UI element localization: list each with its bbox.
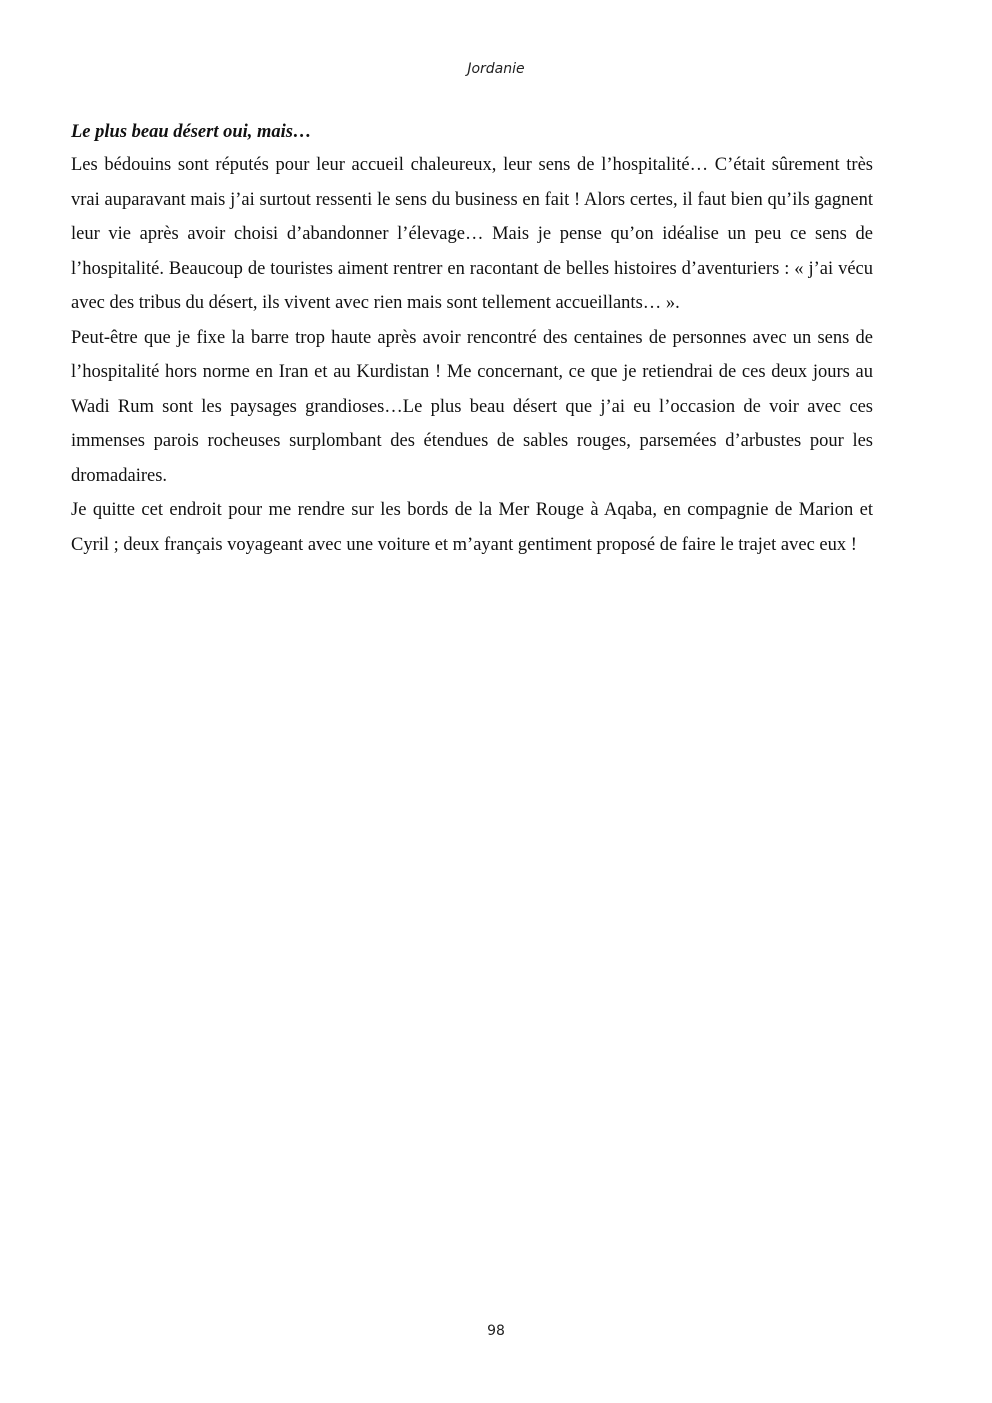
section-title: Le plus beau désert oui, mais… [71,122,312,142]
paragraph-3: Je quitte cet endroit pour me rendre sur les bords de la Mer Rouge à Aqaba, en compagnie de Marion et Cyril ; deux français voyageant avec une voiture et m’ayant gentiment proposé de faire le trajet avec eux ! [71,500,873,555]
paragraph-1: Les bédouins sont réputés pour leur accueil chaleureux, leur sens de l’hospitalité… C’était sûrement très vrai auparavant mais j’ai surtout ressenti le sens du business en fait ! Alors certes, il faut bien qu’ils gagnent leur vie après avoir choisi d’abandonner l’élevage… Mais je pense qu’on idéalise un peu ce sens de l’hospitalité. Beaucoup de touristes aiment rentrer en racontant de belles histoires d’aventuriers : « j’ai vécu avec des tribus du désert, ils vivent avec rien mais sont tellement accueillants… ». [71,155,873,313]
main-content [71,116,873,562]
page-number: 98 [487,1323,505,1339]
paragraph-2: Peut-être que je fixe la barre trop haute après avoir rencontré des centaines de personnes avec un sens de l’hospitalité hors norme en Iran et au Kurdistan ! Me concernant, ce que je retiendrai de ces deux jours au Wadi Rum sont les paysages grandioses…Le plus beau désert que j’ai eu l’occasion de voir avec ces immenses parois rocheuses surplombant des étendues de sables rouges, parsemées d’arbustes pour les dromadaires. [71,327,873,486]
running-header-title: Jordanie [467,61,525,77]
